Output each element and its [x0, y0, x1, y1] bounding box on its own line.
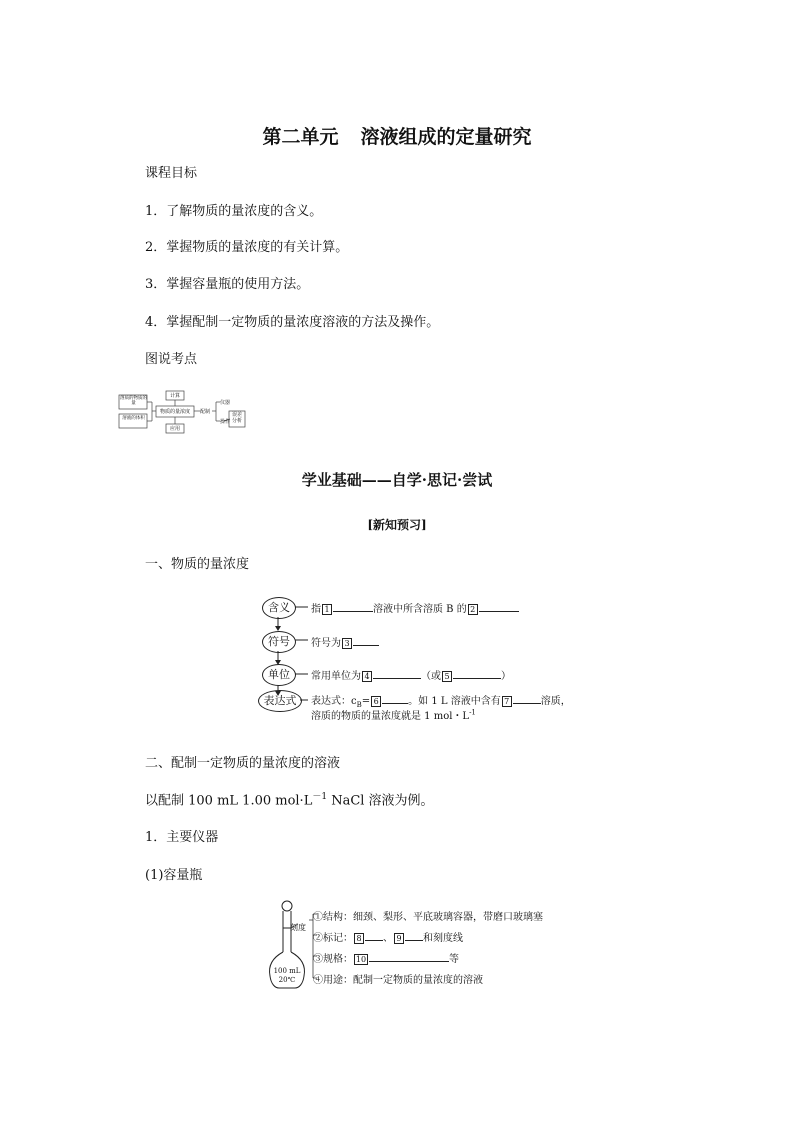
map-error: 误差分析: [231, 412, 242, 424]
title-unit: 第二单元: [262, 126, 339, 148]
blank-num-2: 2: [468, 604, 478, 615]
unit-text: 常用单位为 4 （或 5 ）: [311, 667, 511, 682]
map-instrument: 仪器: [220, 400, 231, 406]
node-symbol: 符号: [262, 631, 296, 653]
expression-text-line2: 溶质的物质的量浓度就是 1 mol・$L^{-1}$: [311, 708, 476, 722]
flask-mark-label: 刻度: [290, 923, 306, 932]
node-expression: 表达式: [258, 690, 302, 712]
expression-text: 表达式：$c_B= 6$ 。如 1 L 溶液中含有 7 溶质，: [311, 692, 571, 709]
page-title: [0, 122, 794, 149]
flask-diagram: [262, 898, 562, 990]
blank-num-10: 10: [355, 955, 367, 964]
goal-item-4: 4．掌握配制一定物质的量浓度溶液的方法及操作。: [145, 315, 440, 330]
part1-heading: 一、物质的量浓度: [145, 557, 250, 572]
goal-item-1: 1．了解物质的量浓度的含义。: [145, 204, 323, 219]
goal-item-3: 3．掌握容量瓶的使用方法。: [145, 277, 310, 292]
flask-spec: ③规格： 10 等: [313, 950, 459, 965]
goal-item-2: 2．掌握物质的量浓度的有关计算。: [145, 240, 349, 255]
blank-num-8: 8: [354, 933, 364, 944]
flask-volume-label: 100 mL: [273, 967, 301, 975]
subheading-flask: (1)容量瓶: [145, 868, 203, 883]
blank-num-9: 9: [394, 933, 404, 944]
points-heading: 图说考点: [145, 352, 198, 367]
meaning-text: 指 1 溶液中所含溶质 B 的 2: [311, 600, 519, 615]
map-apply: 应用: [169, 426, 180, 432]
flask-temp-label: 20℃: [278, 976, 296, 984]
map-config: 配制: [200, 409, 211, 415]
blank-num-6: 6: [371, 696, 381, 707]
map-solution-volume: 溶液的体积: [122, 416, 145, 421]
map-center: 物质的量浓度: [159, 409, 190, 415]
goals-heading: 课程目标: [145, 166, 198, 181]
flask-structure: ①结构：细颈、梨形、平底玻璃容器，带磨口玻璃塞: [313, 912, 543, 923]
preview-label: [新知预习]: [367, 518, 427, 532]
subheading-instruments: 1．主要仪器: [145, 830, 219, 845]
concentration-diagram: [258, 596, 571, 722]
node-unit: 单位: [262, 664, 296, 686]
flask-use: ④用途：配制一定物质的量浓度的溶液: [313, 975, 483, 986]
symbol-text: 符号为 3: [311, 634, 379, 649]
section-title: 学业基础——自学·思记·尝试: [301, 471, 493, 489]
map-calc: 计算: [169, 393, 180, 399]
concept-map: [118, 390, 246, 434]
example-line: 以配制 100 mL 1.00 $mol\cdot L^{-1}$ NaCl 溶液为例。: [145, 792, 434, 809]
blank-num-4: 4: [362, 671, 372, 682]
flask-mark: ②标记： 8 、 9 和刻度线: [313, 929, 463, 944]
blank-num-1: 1: [322, 604, 332, 615]
blank-num-7: 7: [502, 696, 512, 707]
map-solute-amount: 溶质的物质的量: [120, 396, 147, 406]
part2-heading: 二、配制一定物质的量浓度的溶液: [145, 756, 341, 771]
map-operation: 操作: [220, 419, 231, 425]
title-topic: 溶液组成的定量研究: [360, 126, 532, 148]
blank-num-5: 5: [442, 671, 452, 682]
blank-num-3: 3: [342, 638, 352, 649]
node-meaning: 含义: [262, 597, 296, 619]
